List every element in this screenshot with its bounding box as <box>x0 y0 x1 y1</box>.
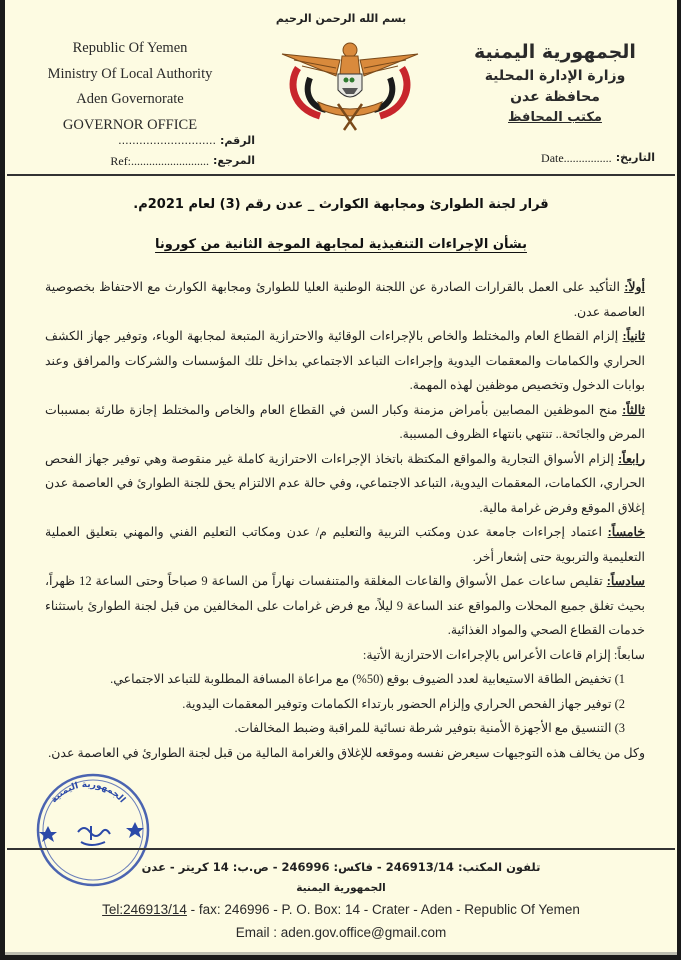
header-en-line3: Aden Governorate <box>76 91 184 107</box>
clause-2 <box>45 324 645 398</box>
emblem-coffee-plant <box>344 78 349 83</box>
header-en-line4: GOVERNOR OFFICE <box>62 116 198 133</box>
header-english <box>45 36 215 138</box>
stamp-emblem-mark <box>78 826 110 845</box>
emblem-poles <box>338 104 362 130</box>
ref-value: Ref:.......................... <box>110 154 210 168</box>
sub-item-1: 1) تخفيض الطاقة الاستيعابية لعدد الضيوف بوقع (50%) مع مراعاة المسافة المطلوبة للتباعد الاجتماعي. <box>110 672 625 686</box>
clause-label: خامساً: <box>607 525 645 539</box>
date-row <box>475 150 655 166</box>
footer-english-contact <box>5 898 677 921</box>
clause-4 <box>45 447 645 521</box>
emblem-eagle-head <box>343 43 357 57</box>
header-ar-line3: محافظة عدن <box>510 89 600 105</box>
sub-item-2: 2) توفير جهاز الفحص الحراري وإلزام الحضور بارتداء الكمامات وتوفير المعقمات اليدوية. <box>182 696 625 711</box>
footer-contact-rest: - fax: 246996 - P. O. Box: 14 - Crater - Aden - Republic Of Yemen <box>186 902 580 917</box>
letter-page <box>5 0 677 955</box>
footer-arabic-country: الجمهورية اليمنية <box>296 882 386 894</box>
yemen-emblem-icon <box>280 38 420 133</box>
decision-subject <box>5 236 677 254</box>
clause-label: رابعاً: <box>618 451 645 466</box>
header-divider <box>7 174 675 176</box>
date-value: Date................ <box>541 151 612 165</box>
clause-5 <box>45 520 645 569</box>
clause-label: سادساً: <box>606 574 645 588</box>
sub-item-3: 3) التنسيق مع الأجهزة الأمنية بتوفير شرطة نسائية للمراقبة وضبط المخالفات. <box>234 721 625 735</box>
clause-label: أولاً: <box>624 280 645 294</box>
footer <box>5 856 677 944</box>
clause-label: سابعاً: <box>613 647 645 662</box>
clause-text: تقليص ساعات عمل الأسواق والقاعات المغلقة والمتنفسات نهاراً من الساعة 9 صباحاً وحتى الساعة 12 ظهراً، بحيث تغلق جميع المحلات والمواقع عند الساعة 9 ليلاً، مع فرض غرامات على المخالفين من قبل لجنة الطوارئ باستثناء خدمات القطاع الصحي والمواد الغذائية. <box>45 574 645 637</box>
clause-label: ثانياً: <box>622 329 645 343</box>
ref-row <box>45 151 255 171</box>
footer-arabic-contact: تلفون المكتب: 246913/14 - فاكس: 246996 - ص.ب: 14 كريتر - عدن <box>141 860 541 874</box>
emblem-scroll <box>318 102 382 116</box>
decision-title: قرار لجنة الطوارئ ومجابهة الكوارث _ عدن رقم (3) لعام 2021م. <box>133 197 549 212</box>
header-en-line1: Republic Of Yemen <box>72 40 188 56</box>
clause-6 <box>45 569 645 643</box>
decision-subject-text: بشأن الإجراءات التنفيذية لمجابهة الموجة الثانية من كورونا <box>155 237 527 252</box>
reference-block <box>45 131 255 171</box>
clause-text: إلزام قاعات الأعراس بالإجراءات الاحترازية الأتية: <box>362 647 614 662</box>
header-arabic <box>455 38 655 128</box>
emblem-coffee-plant-2 <box>350 78 355 83</box>
clause-1 <box>45 275 645 324</box>
emblem-eagle-body <box>340 56 360 74</box>
footer-email: Email : aden.gov.office@gmail.com <box>235 925 447 940</box>
clause-text: إلزام القطاع العام والمختلط والخاص بالإجراءات الوقائية والاحترازية المتبعة لمجابهة الوباء، وتوفير جهاز الكشف الحراري والكمامات والمعقمات اليدوية وإجراءات التباعد الاجتماعي بداخل تلك المؤسسات والشركات والمرافق وعند بوابات الدخول وتخصيص موظفين لهذه المهمة. <box>45 329 645 392</box>
header-ar-line4: مكتب المحافظ <box>508 110 602 125</box>
clause-3 <box>45 398 645 447</box>
clause-text: اعتماد إجراءات جامعة عدن ومكتب التربية والتعليم م/ عدن ومكاتب التعليم الفني والمهني بتعليق العملية التعليمية والتربوية حتى إشعار أخر. <box>45 525 645 564</box>
page-bottom-edge <box>5 952 677 955</box>
stamp-text-top: الجمهورية اليمنية <box>49 779 127 806</box>
footer-tel: Tel:246913/14 <box>102 902 187 917</box>
clause-label: ثالثاً: <box>622 402 645 417</box>
number-row <box>45 131 255 151</box>
header-ar-line1: الجمهورية اليمنية <box>474 41 636 63</box>
decision-body <box>45 275 645 765</box>
date-arabic-label: التاريخ: <box>615 151 655 164</box>
footer-divider <box>7 848 675 850</box>
clause-text: منح الموظفين المصابين بأمراض مزمنة وكبار السن في القطاع العام والخاص والمختلط إجازة طارئة بمسببات المرض والجائحة.. تنتهي بانتهاء الظروف المسببة. <box>45 402 645 441</box>
clause-text: التأكيد على العمل بالقرارات الصادرة عن اللجنة الوطنية العليا للطوارئ ومجابهة الكوارث مع الاحتفاظ بخصوصية العاصمة عدن. <box>45 280 645 319</box>
bismillah: بسم الله الرحمن الرحيم <box>275 12 407 25</box>
ref-arabic-label: المرجع: <box>213 154 255 167</box>
stamp-star-left <box>39 826 57 842</box>
number-value: ............................ <box>118 134 217 147</box>
closing-paragraph: وكل من يخالف هذه التوجيهات سيعرض نفسه وموقعه للإغلاق والغرامة المالية من قبل لجنة الطوارئ في العاصمة عدن. <box>48 745 645 760</box>
number-label: الرقم: <box>220 134 255 147</box>
clause-7 <box>45 643 645 668</box>
header-en-line2: Ministry Of Local Authority <box>47 65 213 82</box>
header-ar-line2: وزارة الإدارة المحلية <box>484 68 626 84</box>
clause-text: إلزام الأسواق التجارية والمواقع المكتظة باتخاذ الإجراءات الاحترازية كاملة غير منقوصة وهي توفير جهاز الفحص الحراري، الكمامات، المعقمات اليدوية، التباعد الاجتماعي، وفي حالة عدم الالتزام يحق للجنة الطوارئ في العاصمة عدن إغلاق الموقع وفرض غرامة مالية. <box>45 451 645 515</box>
stamp-star-right <box>126 822 144 838</box>
